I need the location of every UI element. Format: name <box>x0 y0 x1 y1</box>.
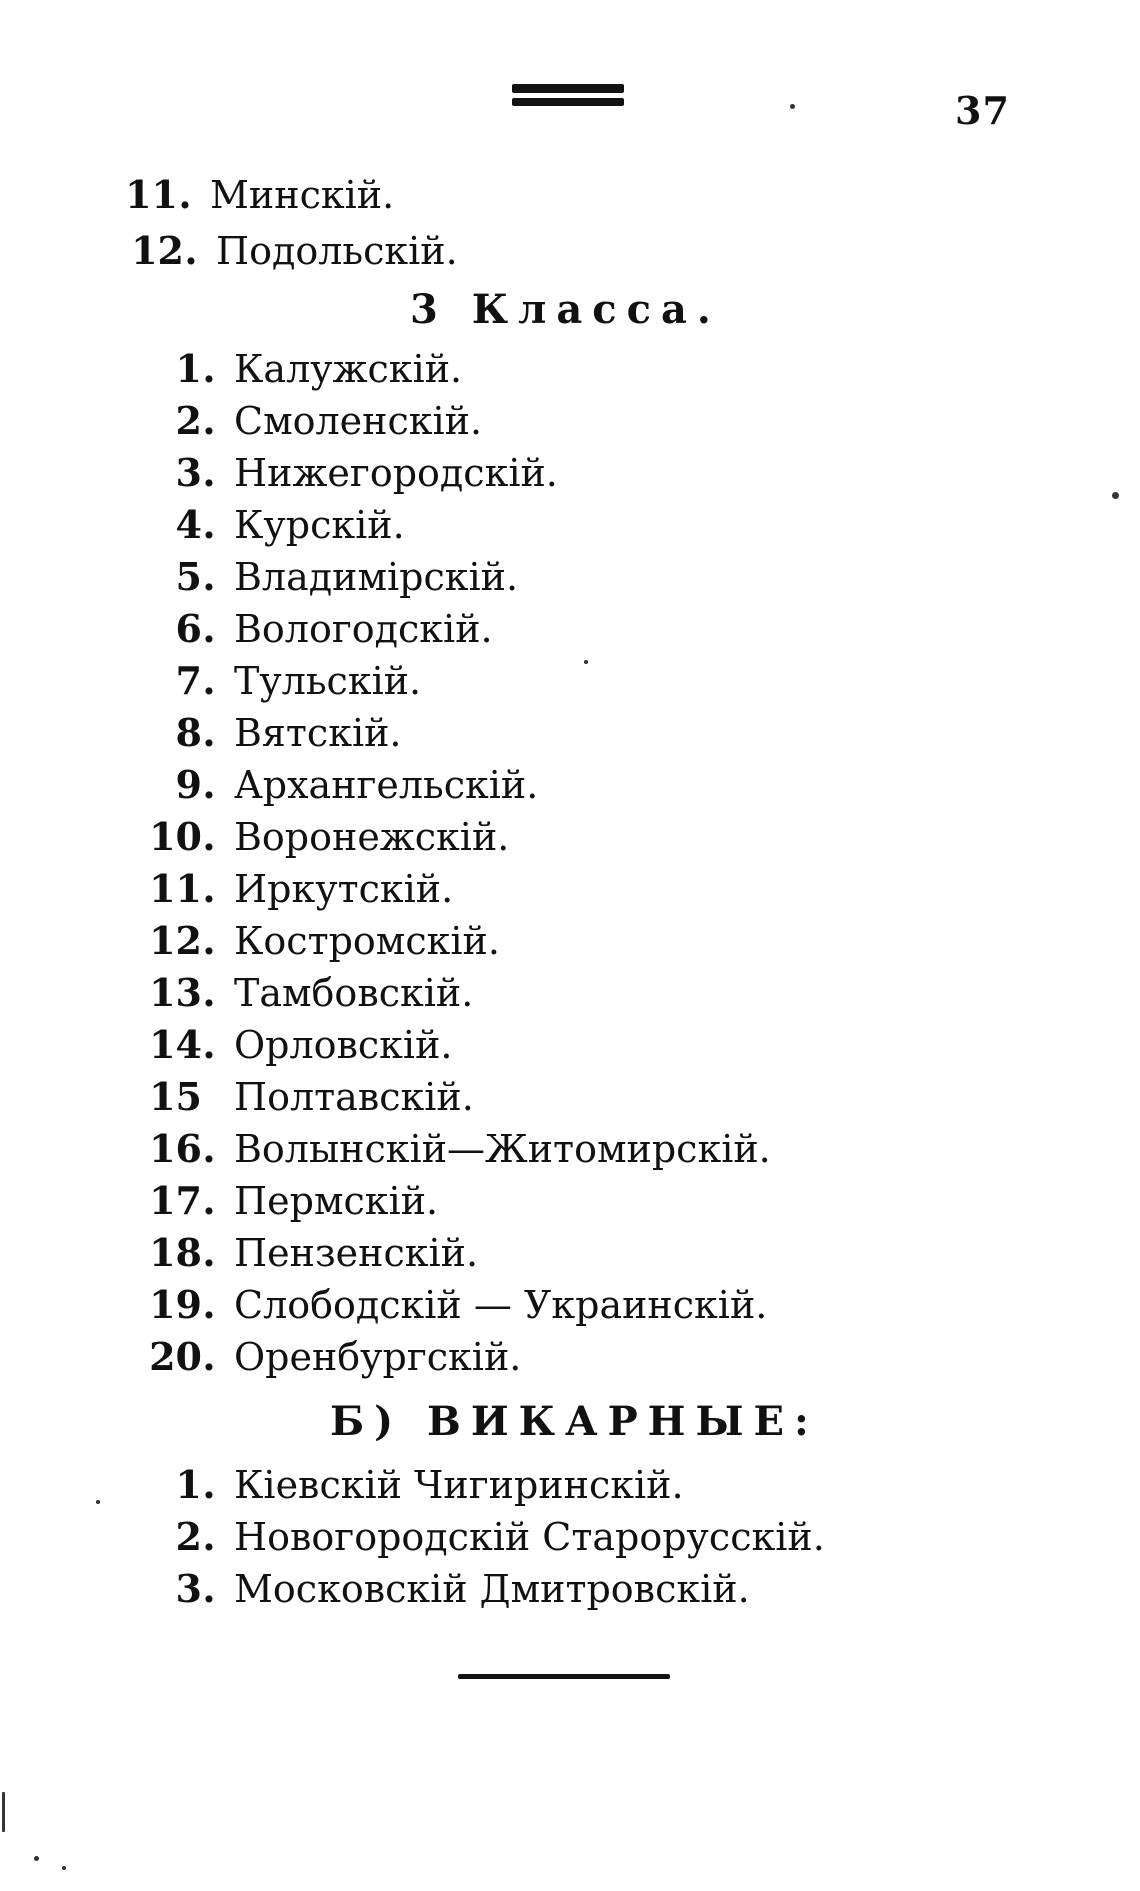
item-number: 18 <box>149 1230 202 1275</box>
list-item <box>124 970 473 1020</box>
list-item <box>106 228 458 278</box>
item-name: Волынскій—Житомирскій. <box>234 1127 771 1171</box>
page-number: 37 <box>955 88 1010 133</box>
list-item <box>124 1334 521 1384</box>
list-item <box>124 762 538 812</box>
item-name: Нижегородскій. <box>234 451 558 495</box>
item-name: Новогородскій Старорусскій. <box>234 1515 825 1559</box>
scan-speck <box>34 1856 39 1861</box>
item-separator: . <box>202 1462 216 1507</box>
item-name: Смоленскій. <box>234 399 483 443</box>
item-number: 10 <box>149 814 202 859</box>
item-separator: . <box>202 450 216 495</box>
list-item <box>124 710 402 760</box>
item-separator: . <box>202 1334 216 1379</box>
scan-speck <box>584 660 588 664</box>
item-separator: . <box>202 346 216 391</box>
list-item <box>124 1022 452 1072</box>
item-separator: . <box>202 866 216 911</box>
item-separator: . <box>202 554 216 599</box>
item-number: 2 <box>175 398 202 443</box>
item-name: Подольскій. <box>216 229 458 273</box>
item-name: Тамбовскій. <box>234 971 474 1015</box>
item-number: 11 <box>125 172 178 217</box>
item-separator: . <box>202 970 216 1015</box>
item-separator: . <box>202 1230 216 1275</box>
item-separator: . <box>202 606 216 651</box>
item-separator: . <box>202 1022 216 1067</box>
item-name: Вятскій. <box>234 711 402 755</box>
item-name: Пермскій. <box>234 1179 439 1223</box>
item-name: Минскій. <box>210 173 395 217</box>
list-item <box>124 1462 684 1512</box>
list-item <box>124 866 453 916</box>
item-name: Калужскій. <box>234 347 463 391</box>
item-number: 19 <box>149 1282 202 1327</box>
item-separator: . <box>202 658 216 703</box>
item-separator: . <box>202 398 216 443</box>
list-item <box>124 1566 750 1616</box>
list-item <box>124 502 405 552</box>
list-item <box>124 450 558 500</box>
item-separator: . <box>202 814 216 859</box>
list-item <box>124 1230 478 1280</box>
item-name: Воронежскій. <box>234 815 510 859</box>
item-name: Иркутскій. <box>234 867 454 911</box>
scan-speck <box>2 1792 5 1832</box>
list-item <box>124 1074 474 1124</box>
item-separator: . <box>202 1126 216 1171</box>
item-number: 3 <box>175 450 202 495</box>
list-item <box>124 658 421 708</box>
item-separator: . <box>202 1566 216 1611</box>
item-number: 6 <box>175 606 202 651</box>
item-number: 11 <box>149 866 202 911</box>
vicar-heading: Б) ВИКАРНЫЕ: <box>330 1398 819 1445</box>
list-item <box>124 918 500 968</box>
item-number: 15 <box>149 1074 202 1119</box>
item-name: Слободскій — Украинскій. <box>234 1283 768 1327</box>
item-name: Владимірскій. <box>234 555 519 599</box>
list-item <box>124 1282 767 1332</box>
item-name: Кіевскій Чигиринскій. <box>234 1463 684 1507</box>
item-name: Вологодскій. <box>234 607 493 651</box>
list-item <box>124 346 462 396</box>
item-number: 14 <box>149 1022 202 1067</box>
item-number: 7 <box>175 658 202 703</box>
item-number: 17 <box>149 1178 202 1223</box>
class-3-heading: 3 Класса. <box>410 286 721 333</box>
item-separator: . <box>202 1514 216 1559</box>
item-name: Тульскій. <box>234 659 422 703</box>
item-separator: . <box>202 1282 216 1327</box>
item-separator: . <box>202 710 216 755</box>
item-separator: . <box>202 918 216 963</box>
list-item <box>100 172 394 222</box>
item-number: 16 <box>149 1126 202 1171</box>
item-number: 1 <box>175 1462 202 1507</box>
item-name: Оренбургскій. <box>234 1335 522 1379</box>
item-name: Московскій Дмитровскій. <box>234 1567 750 1611</box>
item-number: 1 <box>175 346 202 391</box>
item-number: 4 <box>175 502 202 547</box>
item-number: 2 <box>175 1514 202 1559</box>
item-number: 20 <box>149 1334 202 1379</box>
item-name: Архангельскій. <box>234 763 539 807</box>
footer-rule <box>458 1674 670 1679</box>
list-item <box>124 554 518 604</box>
item-separator: . <box>178 172 192 217</box>
item-name: Курскій. <box>234 503 405 547</box>
header-double-rule <box>512 84 624 110</box>
scan-speck <box>1112 492 1119 499</box>
list-item <box>124 1514 825 1564</box>
item-separator: . <box>202 1178 216 1223</box>
item-number: 12 <box>131 228 184 273</box>
list-item <box>124 814 509 864</box>
item-number: 5 <box>175 554 202 599</box>
scan-speck <box>790 104 795 109</box>
item-separator: . <box>202 762 216 807</box>
scan-speck <box>62 1866 66 1870</box>
item-separator: . <box>202 502 216 547</box>
item-name: Пензенскій. <box>234 1231 479 1275</box>
item-name: Полтавскій. <box>234 1075 474 1119</box>
scan-speck <box>96 1500 100 1504</box>
list-item <box>124 1126 771 1176</box>
list-item <box>124 606 493 656</box>
item-name: Костромскій. <box>234 919 500 963</box>
item-number: 3 <box>175 1566 202 1611</box>
item-number: 12 <box>149 918 202 963</box>
list-item <box>124 1178 438 1228</box>
item-number: 13 <box>149 970 202 1015</box>
item-number: 9 <box>175 762 202 807</box>
item-separator: . <box>184 228 198 273</box>
list-item <box>124 398 482 448</box>
item-number: 8 <box>175 710 202 755</box>
item-name: Орловскій. <box>234 1023 453 1067</box>
